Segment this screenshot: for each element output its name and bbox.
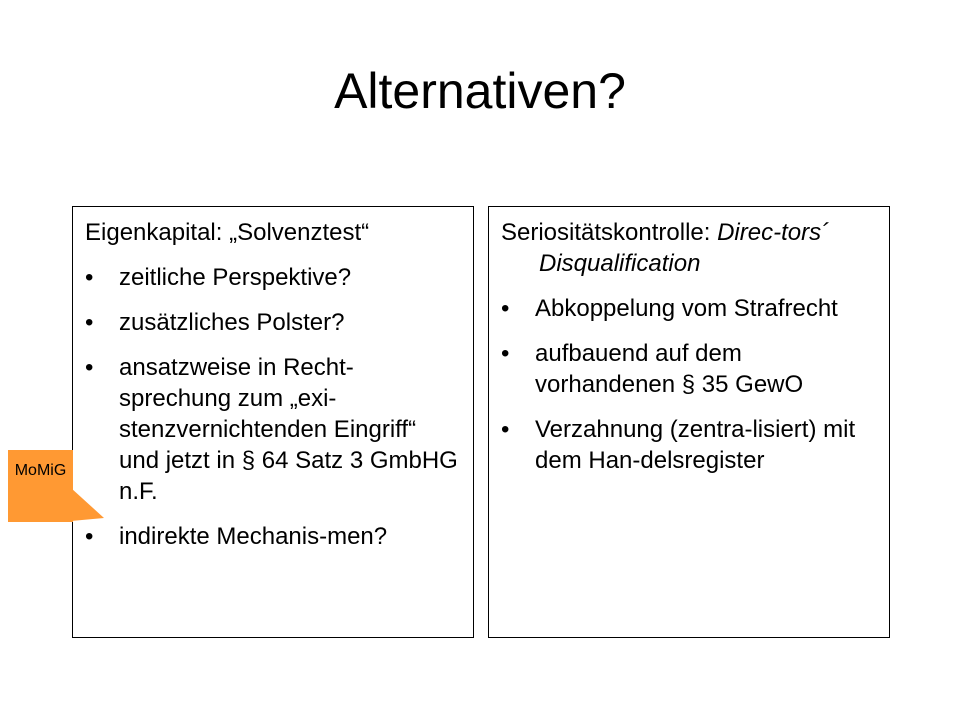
right-heading-italic: Direc-tors´ Disqualification bbox=[539, 219, 830, 277]
list-item bbox=[85, 262, 461, 293]
right-box-heading bbox=[501, 217, 877, 279]
left-content-box bbox=[72, 206, 474, 638]
list-item bbox=[501, 414, 877, 476]
list-item bbox=[501, 293, 877, 324]
bullet-text: aufbauend auf dem vorhandenen § 35 GewO bbox=[535, 340, 804, 398]
bullet-dot-icon: • bbox=[501, 416, 510, 443]
right-content-box bbox=[488, 206, 890, 638]
bullet-text: Verzahnung (zentra-lisiert) mit dem Han-delsregister bbox=[535, 416, 856, 474]
bullet-text: ansatzweise in Recht-sprechung zum „exi-stenzvernichtenden Eingriff“ und jetzt in § 64 Satz 3 GmbHG n.F. bbox=[119, 354, 458, 505]
bullet-text: indirekte Mechanis-men? bbox=[119, 523, 388, 550]
left-bullet-list bbox=[85, 262, 461, 552]
left-box-heading: Eigenkapital: „Solvenztest“ bbox=[85, 219, 370, 246]
bullet-dot-icon: • bbox=[85, 354, 94, 381]
slide-title: Alternativen? bbox=[334, 63, 626, 119]
bullet-dot-icon: • bbox=[85, 523, 94, 550]
list-item bbox=[501, 338, 877, 400]
callout-note: MoMiG bbox=[8, 450, 73, 522]
right-bullet-list bbox=[501, 293, 877, 476]
list-item bbox=[85, 521, 461, 552]
bullet-text: zeitliche Perspektive? bbox=[119, 264, 352, 291]
list-item bbox=[85, 307, 461, 338]
bullet-text: zusätzliches Polster? bbox=[119, 309, 345, 336]
bullet-dot-icon: • bbox=[501, 340, 510, 367]
right-heading-prefix: Seriositätskontrolle: bbox=[501, 219, 718, 246]
list-item bbox=[85, 352, 461, 507]
bullet-text: Abkoppelung vom Strafrecht bbox=[535, 295, 838, 322]
bullet-dot-icon: • bbox=[85, 309, 94, 336]
bullet-dot-icon: • bbox=[501, 295, 510, 322]
bullet-dot-icon: • bbox=[85, 264, 94, 291]
